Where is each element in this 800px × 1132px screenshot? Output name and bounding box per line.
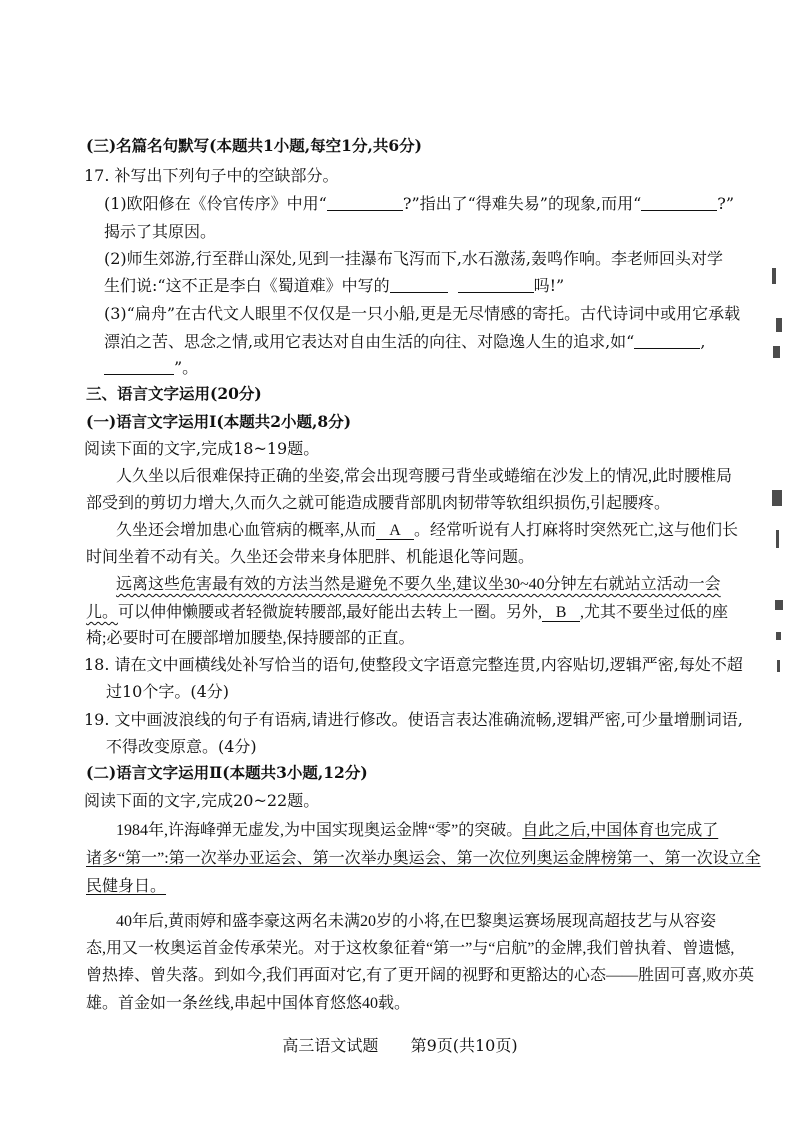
underlined-sentence: 自此之后,中国体育也完成了 bbox=[522, 822, 719, 839]
passage1-p2-line1 bbox=[116, 517, 738, 540]
answer-blank bbox=[327, 195, 403, 211]
question-18: 18. 请在文中画横线处补写恰当的语句,使整段文字语意完整连贯,内容贴切,逻辑严密,每处不超 bbox=[84, 655, 743, 674]
question-19-cont: 不得改变原意。(4分) bbox=[106, 737, 257, 756]
q17-item3-text-b: 漂泊之苦、思念之情,或用它表达对自由生活的向往、对隐逸人生的追求,如“ bbox=[104, 332, 635, 351]
answer-blank bbox=[390, 277, 448, 293]
q17-item1-text-b: ?”指出了“得难失易”的现象,而用“ bbox=[402, 194, 642, 213]
wavy-underlined-sentence-end: 儿。 bbox=[86, 604, 119, 621]
sub1-heading: (一)语言文字运用Ⅰ(本题共2小题,8分) bbox=[86, 412, 352, 431]
q17-item3-continuation bbox=[104, 329, 705, 352]
sub1-instruction: 阅读下面的文字,完成18~19题。 bbox=[84, 439, 320, 458]
wavy-underlined-sentence: 远离这些危害最有效的方法当然是避免不要久坐,建议坐30~40分钟左右就站立活动一会 bbox=[116, 576, 721, 593]
question-17-stem: 17. 补写出下列句子中的空缺部分。 bbox=[84, 166, 339, 185]
underlined-sentence-end: 民健身日。 bbox=[86, 878, 167, 895]
footer-subject: 高三语文试题 bbox=[282, 1036, 379, 1055]
q17-item2-text-b: 生们说:“这不正是李白《蜀道难》中写的 bbox=[104, 276, 390, 295]
q17-item3-text-c: , bbox=[700, 332, 706, 351]
scan-mark bbox=[775, 600, 783, 610]
passage1-p1-line1: 人久坐以后很难保持正确的坐姿,常会出现弯腰弓背坐或蜷缩在沙发上的情况,此时腰椎局 bbox=[116, 468, 733, 485]
q17-item3-text-d: ”。 bbox=[174, 358, 199, 377]
passage2-p2-line3: 曾热捧、曾失落。到如今,我们再面对它,有了更开阔的视野和更豁达的心态——胜固可喜,败亦英 bbox=[86, 967, 755, 984]
passage2-p2-line1: 40年后,黄雨婷和盛李豪这两名未满20岁的小将,在巴黎奥运赛场展现高超技艺与从容姿 bbox=[116, 913, 717, 930]
passage1-p2-text: 久坐还会增加患心血管病的概率,从而 bbox=[116, 522, 377, 539]
passage2-p1-line3 bbox=[86, 873, 166, 896]
q17-item2-continuation bbox=[104, 273, 564, 296]
sub2-heading: (二)语言文字运用Ⅱ(本题共3小题,12分) bbox=[86, 763, 368, 782]
scan-mark bbox=[776, 530, 779, 548]
passage2-p2-line4: 雄。首金如一条丝线,串起中国体育悠悠40载。 bbox=[86, 995, 411, 1012]
blank-A: A bbox=[376, 522, 414, 540]
passage1-p1-line2: 部受到的剪切力增大,久而久之就可能造成腰背部肌肉韧带等软组织损伤,引起腰疼。 bbox=[86, 495, 671, 512]
q17-item2-text-c: 吗!” bbox=[533, 276, 565, 295]
passage1-p3-text: 可以伸伸懒腰或者轻微旋转腰部,最好能出去转上一圈。另外, bbox=[118, 604, 543, 621]
scan-mark bbox=[776, 318, 782, 332]
question-17-item-2: (2)师生郊游,行至群山深处,见到一挂瀑布飞泻而下,水石激荡,轰鸣作响。李老师回头对学 bbox=[104, 249, 724, 268]
passage2-p2-line2: 态,用又一枚奥运首金传承荣光。对于这枚象征着“第一”与“启航”的金牌,我们曾执着、曾遗憾, bbox=[86, 940, 735, 957]
blank-B: B bbox=[542, 604, 580, 622]
part3-heading: 三、语言文字运用(20分) bbox=[86, 384, 262, 403]
passage1-p2-text-cont: 。经常听说有人打麻将时突然死亡,这与他们长 bbox=[414, 522, 739, 539]
passage1-p3-line1 bbox=[116, 571, 721, 594]
q17-item1-text-a: (1)欧阳修在《伶官传序》中用“ bbox=[104, 194, 327, 213]
section-heading-memorization: (三)名篇名句默写(本题共1小题,每空1分,共6分) bbox=[86, 136, 422, 155]
passage1-p3-line3: 椅;必要时可在腰部增加腰垫,保持腰部的正直。 bbox=[86, 630, 415, 647]
passage2-p1-text: 1984年,许海峰弹无虚发,为中国实现奥运金牌“零”的突破。 bbox=[116, 822, 523, 839]
passage1-p2-line2: 时间坐着不动有关。久坐还会带来身体肥胖、机能退化等问题。 bbox=[86, 549, 535, 566]
q17-item1-continuation: 揭示了其原因。 bbox=[104, 222, 217, 241]
sub2-instruction: 阅读下面的文字,完成20~22题。 bbox=[84, 791, 320, 810]
answer-blank bbox=[634, 333, 700, 349]
question-17-item-3: (3)“扁舟”在古代文人眼里不仅仅是一只小船,更是无尽情感的寄托。古代诗词中或用它承载 bbox=[104, 304, 741, 323]
passage1-p3-line2 bbox=[86, 599, 728, 622]
underlined-sentence-cont: 诸多“第一”:第一次举办亚运会、第一次举办奥运会、第一次位列奥运金牌榜第一、第一次设立全 bbox=[86, 850, 761, 867]
scan-mark bbox=[776, 632, 781, 640]
q17-item3-last-line bbox=[104, 355, 198, 378]
passage2-p1-line1 bbox=[116, 817, 718, 840]
page-footer bbox=[0, 1033, 800, 1056]
question-19: 19. 文中画波浪线的句子有语病,请进行修改。使语言表达准确流畅,逻辑严密,可少量增删词语, bbox=[84, 710, 743, 729]
scan-mark bbox=[772, 490, 782, 506]
passage2-p1-line2 bbox=[86, 845, 761, 868]
scan-mark bbox=[773, 346, 780, 358]
answer-blank bbox=[458, 277, 534, 293]
question-18-cont: 过10个字。(4分) bbox=[106, 682, 230, 701]
question-17-item-1 bbox=[104, 191, 734, 214]
q17-item1-text-c: ?” bbox=[717, 194, 735, 213]
scan-mark bbox=[777, 660, 780, 672]
footer-page-number: 第9页(共10页) bbox=[410, 1036, 518, 1055]
scan-mark bbox=[772, 268, 776, 284]
answer-blank bbox=[104, 359, 174, 375]
passage1-p3-text-cont: ,尤其不要坐过低的座 bbox=[580, 604, 729, 621]
answer-blank bbox=[641, 195, 717, 211]
